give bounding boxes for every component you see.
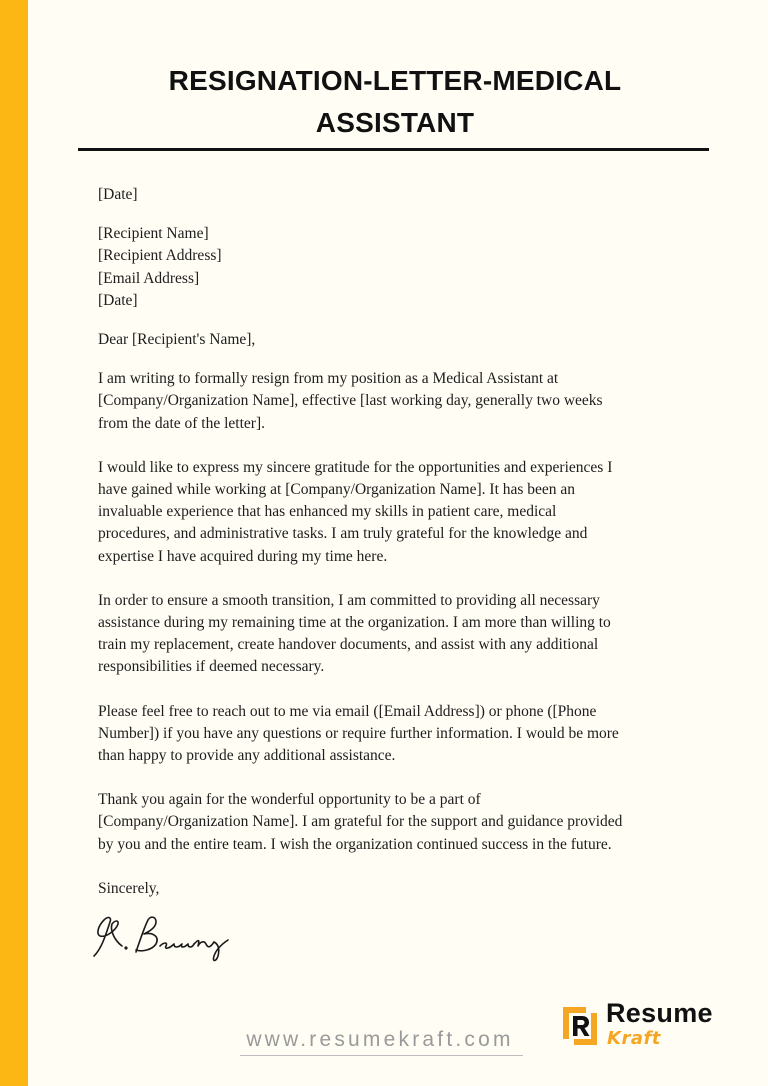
recipient-name: [Recipient Name] xyxy=(98,225,209,243)
paragraph-line: Please feel free to reach out to me via email ([Email Address]) or phone ([Phone xyxy=(98,702,597,720)
paragraph-line: from the date of the letter]. xyxy=(98,414,265,432)
recipient-email: [Email Address] xyxy=(98,269,200,287)
salutation: Dear [Recipient's Name], xyxy=(98,331,256,349)
accent-bar xyxy=(0,0,28,1086)
title-line-1: RESIGNATION-LETTER-MEDICAL xyxy=(168,65,622,96)
recipient-date: [Date] xyxy=(98,291,138,309)
paragraph-line: I would like to express my sincere gratitude for the opportunities and experiences I xyxy=(98,458,613,476)
closing: Sincerely, xyxy=(98,879,160,897)
paragraph-line: [Company/Organization Name], effective [last working day, generally two weeks xyxy=(98,392,603,410)
document-title xyxy=(80,60,710,144)
paragraph-line: by you and the entire team. I wish the organization continued success in the future. xyxy=(98,835,612,853)
letter-date: [Date] xyxy=(98,186,138,203)
paragraph-line: have gained while working at [Company/Organization Name]. It has been an xyxy=(98,481,576,499)
paragraph-line: assistance during my remaining time at the organization. I am more than willing to xyxy=(98,614,611,632)
paragraph-line: procedures, and administrative tasks. I am truly grateful for the knowledge and xyxy=(98,525,588,543)
paragraph-line: Number]) if you have any questions or require further information. I would be more xyxy=(98,724,619,742)
resumekraft-logo xyxy=(560,1000,730,1060)
title-line-2: ASSISTANT xyxy=(315,107,475,138)
paragraph-line: [Company/Organization Name]. I am grateful for the support and guidance provided xyxy=(98,813,623,831)
letter-body xyxy=(98,184,698,900)
resumekraft-logo-icon xyxy=(560,1004,600,1048)
paragraph-line: Thank you again for the wonderful opportunity to be a part of xyxy=(98,791,481,809)
paragraph-3 xyxy=(98,590,698,679)
website-underline xyxy=(240,1055,523,1056)
paragraph-2 xyxy=(98,457,698,568)
paragraph-line: expertise I have acquired during my time here. xyxy=(98,547,388,565)
title-divider xyxy=(78,148,709,151)
paragraph-1 xyxy=(98,368,698,435)
paragraph-5 xyxy=(98,789,698,856)
recipient-block xyxy=(98,223,698,312)
paragraph-line: than happy to provide any additional assistance. xyxy=(98,747,396,765)
paragraph-4 xyxy=(98,701,698,768)
signature-image xyxy=(88,908,238,968)
paragraph-line: I am writing to formally resign from my position as a Medical Assistant at xyxy=(98,370,559,388)
website-link[interactable]: www.resumekraft.com xyxy=(246,1028,514,1051)
paragraph-line: train my replacement, create handover documents, and assist with any additional xyxy=(98,636,599,654)
brand-name: Resume xyxy=(606,998,713,1028)
paragraph-line: In order to ensure a smooth transition, I am committed to providing all necessary xyxy=(98,591,600,609)
brand-subtitle: Kraft xyxy=(607,1028,661,1049)
paragraph-line: invaluable experience that has enhanced my skills in patient care, medical xyxy=(98,503,557,521)
paragraph-line: responsibilities if deemed necessary. xyxy=(98,658,325,676)
recipient-address: [Recipient Address] xyxy=(98,247,222,265)
